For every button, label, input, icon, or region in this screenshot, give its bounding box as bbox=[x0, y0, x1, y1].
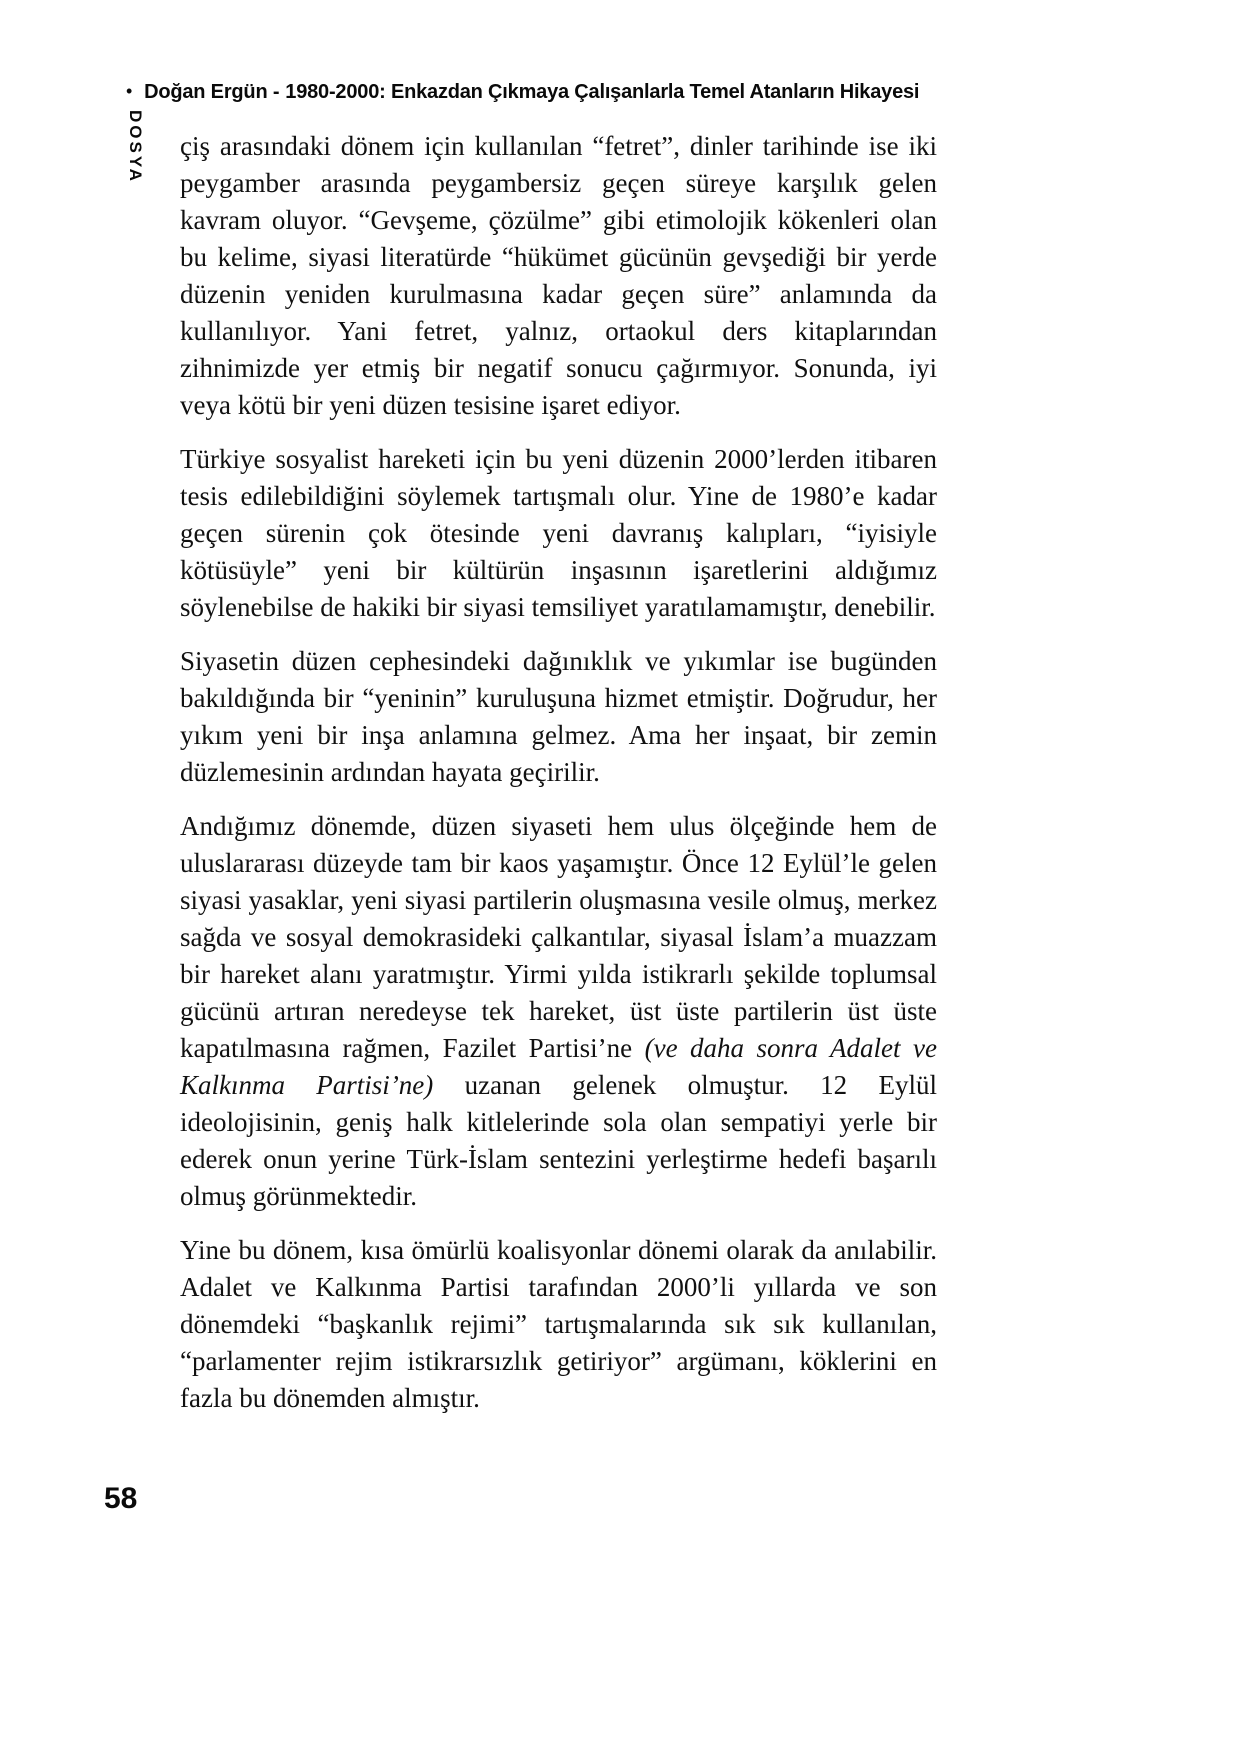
article-body bbox=[180, 128, 937, 1434]
paragraph-segment-italic: (ve daha sonra Adalet ve Kalkınma Partisi’ne) bbox=[180, 1033, 937, 1100]
paragraph bbox=[180, 1232, 937, 1417]
paragraph-segment: Türkiye sosyalist hareketi için bu yeni düzenin 2000’lerden itibaren tesis edilebildiğini söylemek tartışmalı olur. Yine de 1980’e kadar geçen sürenin çok ötesinde yeni davranış kalıpları, “iyisiyle kötüsüyle” yeni bir kültürün inşasının işaretlerini aldığımız söylenebilse de hakiki bir siyasi temsiliyet yaratılamamıştır, denebilir. bbox=[180, 444, 937, 622]
running-header bbox=[126, 80, 919, 104]
paragraph-segment: Yine bu dönem, kısa ömürlü koalisyonlar dönemi olarak da anılabilir. Adalet ve Kalkınma Partisi tarafından 2000’li yıllarda ve son dönemdeki “başkanlık rejimi” tartışmalarında sık sık kullanılan, “parlamenter rejim istikrarsızlık getiriyor” argümanı, köklerini en fazla bu dönemden almıştır. bbox=[180, 1235, 937, 1413]
paragraph-segment: çiş arasındaki dönem için kullanılan “fetret”, dinler tarihinde ise iki peygamber arasında peygambersiz geçen süreye karşılık gelen kavram oluyor. “Gevşeme, çözülme” gibi etimolojik kökenleri olan bu kelime, siyasi literatürde “hükümet gücünün gevşediği bir yerde düzenin yeniden kurulmasına kadar geçen süre” anlamında da kullanılıyor. Yani fetret, yalnız, ortaokul ders kitaplarından zihnimizde yer etmiş bir negatif sonucu çağırmıyor. Sonunda, iyi veya kötü bir yeni düzen tesisine işaret ediyor. bbox=[180, 131, 937, 420]
header-title: 1980-2000: Enkazdan Çıkmaya Çalışanlarla Temel Atanların Hikayesi bbox=[285, 81, 920, 103]
header-author: Doğan Ergün - bbox=[144, 81, 280, 103]
section-label-dosya: DOSYA bbox=[126, 110, 145, 184]
paragraph bbox=[180, 808, 937, 1215]
paragraph bbox=[180, 128, 937, 424]
paragraph-segment: uzanan gelenek olmuştur. 12 Eylül ideolojisinin, geniş halk kitlelerinde sola olan sempatiyi yerle bir ederek onun yerine Türk-İslam sentezini yerleştirme hedefi başarılı olmuş görünmektedir. bbox=[180, 1070, 937, 1211]
bullet-icon: • bbox=[126, 81, 133, 101]
paragraph bbox=[180, 643, 937, 791]
paragraph-segment: Andığımız dönemde, düzen siyaseti hem ulus ölçeğinde hem de uluslararası düzeyde tam bir kaos yaşamıştır. Önce 12 Eylül’le gelen siyasi yasaklar, yeni siyasi partilerin oluşmasına vesile olmuş, merkez sağda ve sosyal demokrasideki çalkantılar, siyasal İslam’a muazzam bir hareket alanı yaratmıştır. Yirmi yılda istikrarlı şekilde toplumsal gücünü artıran neredeyse tek hareket, üst üste partilerin üst üste kapatılmasına rağmen, Fazilet Partisi’ne bbox=[180, 811, 937, 1063]
paragraph-segment: Siyasetin düzen cephesindeki dağınıklık ve yıkımlar ise bugünden bakıldığında bir “yeninin” kuruluşuna hizmet etmiştir. Doğrudur, her yıkım yeni bir inşa anlamına gelmez. Ama her inşaat, bir zemin düzlemesinin ardından hayata geçirilir. bbox=[180, 646, 937, 787]
paragraph bbox=[180, 441, 937, 626]
page-number: 58 bbox=[104, 1482, 138, 1515]
